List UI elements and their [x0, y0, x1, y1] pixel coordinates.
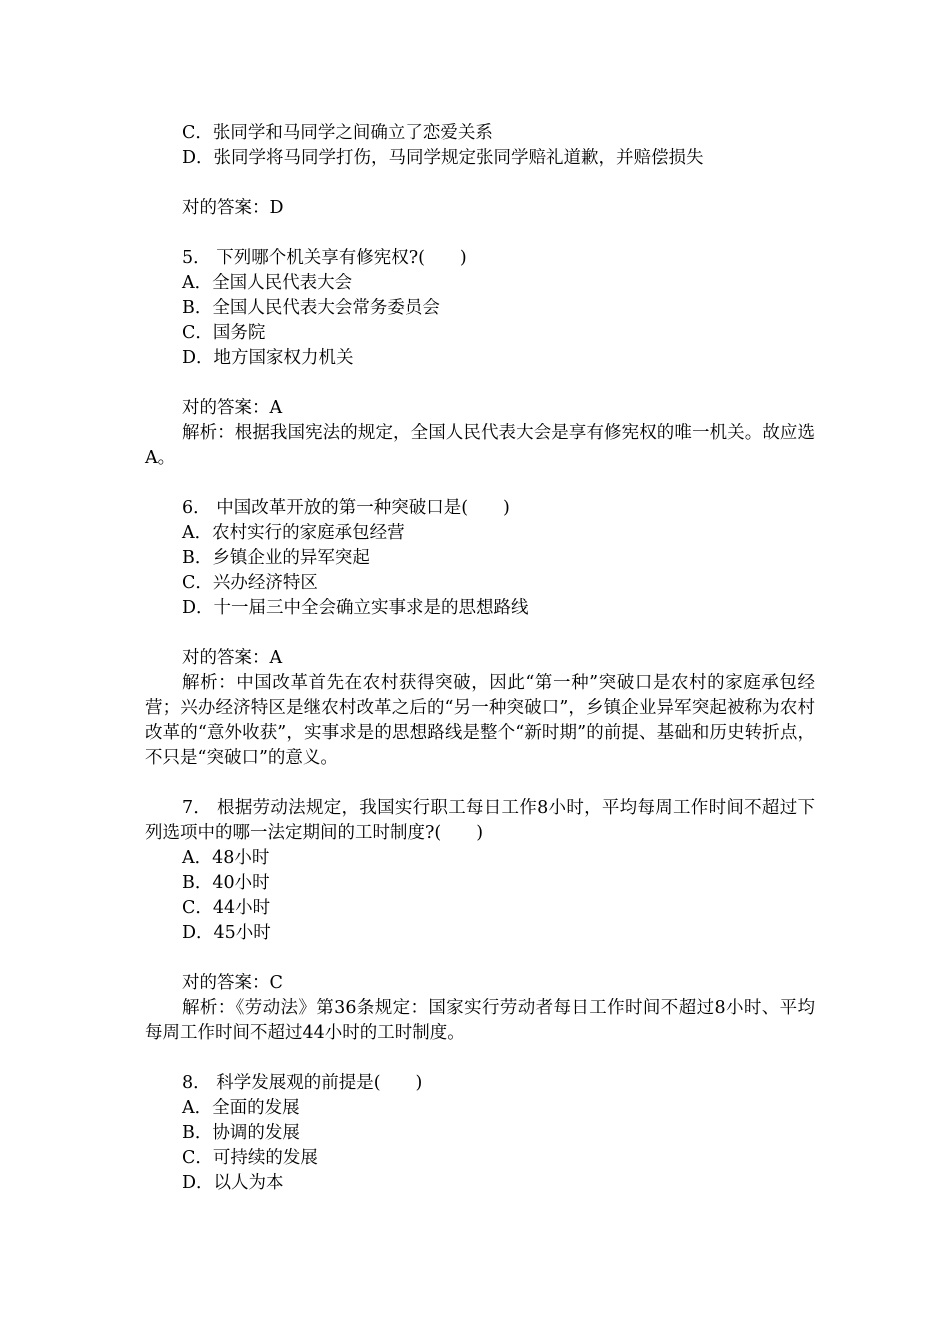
q5-option-a: A．全国人民代表大会: [182, 273, 353, 293]
q7-option-a: A．48小时: [182, 848, 270, 868]
q7-answer: 对的答案：C: [182, 973, 283, 993]
q5-stem: 5． 下列哪个机关享有修宪权?( ): [182, 248, 467, 268]
q5-answer: 对的答案：A: [182, 398, 283, 418]
q7-stem: 7． 根据劳动法规定，我国实行职工每日工作8小时，平均每周工作时间不超过下列选项中的哪一法定期间的工时制度?( ): [145, 798, 815, 843]
q7-option-d: D．45小时: [182, 923, 271, 943]
q6-stem: 6． 中国改革开放的第一种突破口是( ): [182, 498, 510, 518]
q6-analysis: 解析：中国改革首先在农村获得突破，因此“第一种”突破口是农村的家庭承包经营；兴办经济特区是继农村改革之后的“另一种突破口”，乡镇企业异军突起被称为农村改革的“意外收获”，实事求是的思想路线是整个“新时期”的前提、基础和历史转折点，不只是“突破口”的意义。: [145, 673, 815, 768]
q4-answer: 对的答案：D: [182, 198, 284, 218]
q5-option-c: C．国务院: [182, 323, 266, 343]
q6-answer: 对的答案：A: [182, 648, 283, 668]
q5-analysis: 解析：根据我国宪法的规定，全国人民代表大会是享有修宪权的唯一机关。故应选A。: [145, 423, 815, 468]
q4-option-d: D．张同学将马同学打伤，马同学规定张同学赔礼道歉，并赔偿损失: [182, 148, 704, 168]
q7-option-c: C．44小时: [182, 898, 271, 918]
q6-option-d: D．十一届三中全会确立实事求是的思想路线: [182, 598, 529, 618]
q4-option-c: C．张同学和马同学之间确立了恋爱关系: [182, 123, 493, 143]
q8-option-d: D．以人为本: [182, 1173, 284, 1193]
q5-option-b: B．全国人民代表大会常务委员会: [182, 298, 440, 318]
document-page: [145, 121, 815, 1196]
q7-option-b: B．40小时: [182, 873, 270, 893]
q8-option-c: C．可持续的发展: [182, 1148, 318, 1168]
q7-analysis: 解析：《劳动法》第36条规定：国家实行劳动者每日工作时间不超过8小时、平均每周工作时间不超过44小时的工时制度。: [145, 998, 815, 1043]
q8-option-a: A．全面的发展: [182, 1098, 300, 1118]
q8-option-b: B．协调的发展: [182, 1123, 300, 1143]
q8-stem: 8． 科学发展观的前提是( ): [182, 1073, 423, 1093]
q5-option-d: D．地方国家权力机关: [182, 348, 354, 368]
q6-option-b: B．乡镇企业的异军突起: [182, 548, 370, 568]
q6-option-c: C．兴办经济特区: [182, 573, 318, 593]
q6-option-a: A．农村实行的家庭承包经营: [182, 523, 405, 543]
